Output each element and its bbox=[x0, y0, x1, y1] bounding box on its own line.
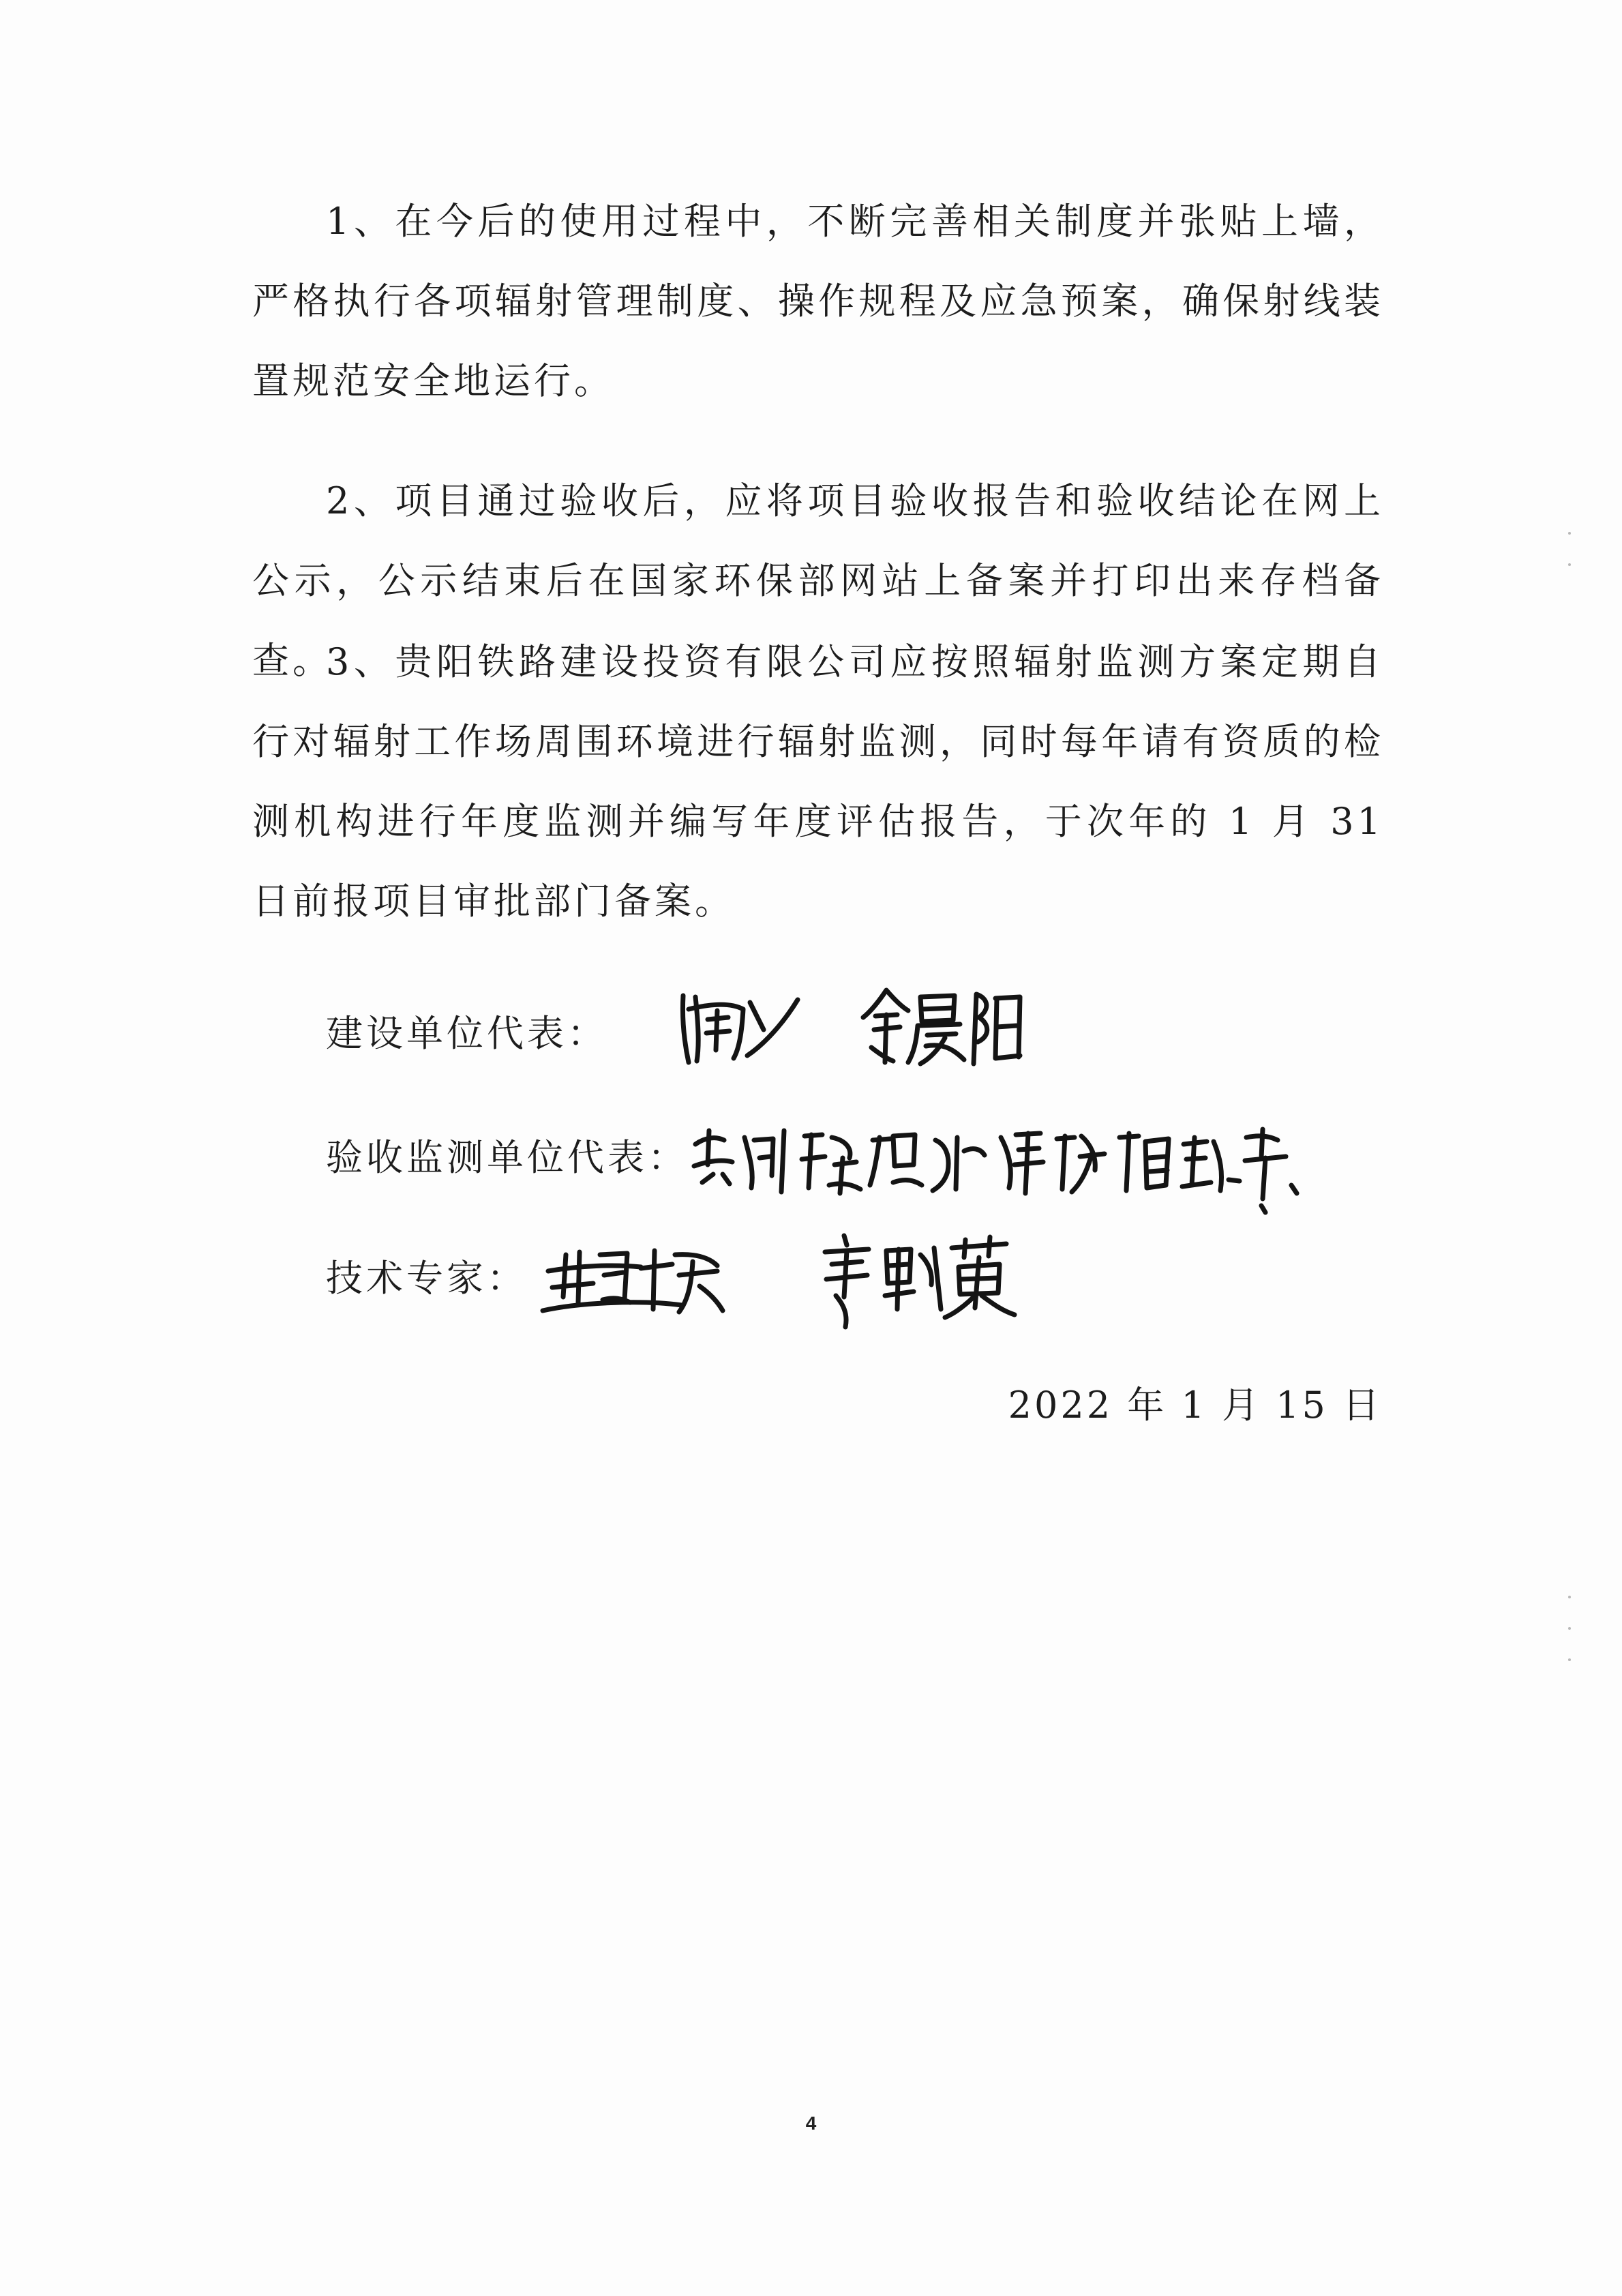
document-date: 2022 年 1 月 15 日 bbox=[1008, 1384, 1382, 1427]
construction-unit-label: 建设单位代表： bbox=[326, 1012, 607, 1055]
paragraph-item-2: 2、项目通过验收后，应将项目验收报告和验收结论在网上公示，公示结束后在国家环保部网站上备案并打印出来存档备查。 bbox=[252, 479, 1384, 682]
construction-unit-signature-1 bbox=[668, 982, 805, 1071]
paragraph-item-1: 1、在今后的使用过程中，不断完善相关制度并张贴上墙，严格执行各项辐射管理制度、操作规程及应急预案，确保射线装置规范安全地运行。 bbox=[252, 200, 1384, 402]
scan-margin-marks-bottom bbox=[1568, 1596, 1574, 1690]
technical-expert-signature-2 bbox=[811, 1227, 1023, 1330]
construction-unit-signature-2 bbox=[859, 982, 1030, 1071]
monitoring-unit-label: 验收监测单位代表： bbox=[326, 1136, 688, 1179]
scan-margin-marks-top bbox=[1568, 532, 1574, 595]
construction-unit-signature-line bbox=[326, 1010, 607, 1058]
paragraph-item-3: 3、贵阳铁路建设投资有限公司应按照辐射监测方案定期自行对辐射工作场周围环境进行辐射监测，同时每年请有资质的检测机构进行年度监测并编写年度评估报告，于次年的 1 月 31 日前报项目审批部门备案。 bbox=[252, 640, 1384, 923]
technical-expert-signature-line bbox=[326, 1255, 527, 1302]
monitoring-unit-signature bbox=[689, 1117, 1302, 1219]
technical-expert-signature-1 bbox=[539, 1234, 736, 1323]
technical-expert-label: 技术专家： bbox=[326, 1257, 527, 1300]
page-number: 4 bbox=[805, 2113, 817, 2134]
monitoring-unit-signature-line bbox=[326, 1134, 688, 1182]
